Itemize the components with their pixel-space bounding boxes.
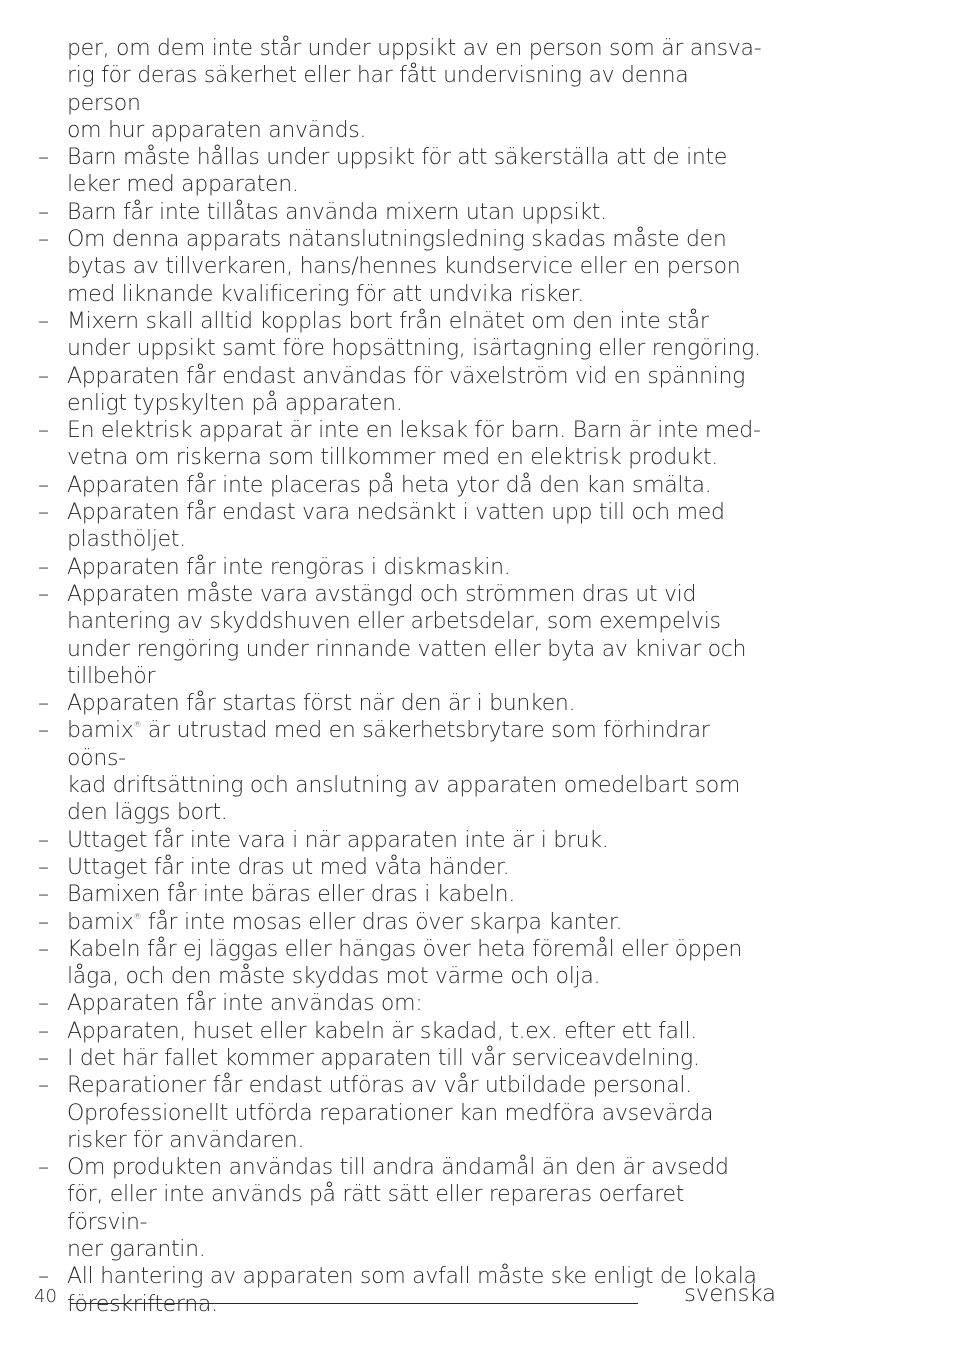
- list-item: [38, 1154, 768, 1263]
- dash-bullet: –: [38, 418, 49, 444]
- dash-bullet: –: [38, 145, 49, 171]
- dash-bullet: –: [38, 363, 49, 389]
- list-item: [38, 1045, 768, 1072]
- dash-bullet: –: [38, 991, 49, 1017]
- dash-bullet: –: [38, 1155, 49, 1181]
- continued-paragraph: per, om dem inte står under uppsikt av en person som är ansva- rig för deras säkerhet eller har fått undervisning av denna person om hur apparaten används.: [67, 36, 762, 143]
- dash-bullet: –: [38, 909, 49, 935]
- list-item: [38, 1018, 768, 1045]
- item-text: Apparaten får inte användas om:: [67, 991, 423, 1017]
- brand-name: bamix: [67, 718, 134, 744]
- footer-rule: [70, 1303, 638, 1304]
- item-body: är utrustad med en säkerhetsbrytare som förhindrar oöns- kad driftsättning och anslutning av apparaten omedelbart som den läggs bort.: [67, 718, 741, 826]
- dash-bullet: –: [38, 854, 49, 880]
- registered-mark: ®: [133, 911, 142, 921]
- dash-bullet: –: [38, 472, 49, 498]
- item-text: [67, 717, 768, 826]
- list-item: [38, 690, 768, 717]
- item-text: Bamixen får inte bäras eller dras i kabeln.: [67, 882, 516, 908]
- dash-bullet: –: [38, 827, 49, 853]
- item-text: I det här fallet kommer apparaten till vår serviceavdelning.: [67, 1045, 700, 1071]
- dash-bullet: –: [38, 308, 49, 334]
- item-text: All hantering av apparaten som avfall måste ske enligt de lokala föreskrifterna.: [67, 1264, 757, 1317]
- dash-bullet: –: [38, 581, 49, 607]
- item-text: Uttaget får inte vara i när apparaten inte är i bruk.: [67, 827, 609, 853]
- list-item: [38, 854, 768, 881]
- item-text: Kabeln får ej läggas eller hängas över heta föremål eller öppen låga, och den måste skyddas mot värme och olja.: [67, 936, 743, 990]
- item-text: En elektrisk apparat är inte en leksak för barn. Barn är inte med- vetna om riskerna som tillkommer med en elektrisk produkt.: [67, 418, 761, 471]
- list-item: [38, 881, 768, 908]
- item-text: Reparationer får endast utföras av vår utbildade personal. Oprofessionellt utförda reparationer kan medföra avsevärda risker för användaren.: [67, 1073, 714, 1153]
- list-item: [38, 554, 768, 581]
- brand-name: bamix: [67, 909, 134, 935]
- list-item: [38, 308, 768, 363]
- registered-mark: ®: [133, 720, 142, 730]
- dash-bullet: –: [38, 936, 49, 962]
- safety-instructions: [38, 35, 768, 1318]
- dash-bullet: –: [38, 1018, 49, 1044]
- page-number: 40: [34, 1286, 57, 1307]
- dash-bullet: –: [38, 199, 49, 225]
- item-text: Apparaten, huset eller kabeln är skadad, t.ex. efter ett fall.: [67, 1018, 698, 1044]
- list-item: [38, 199, 768, 226]
- list-item: [38, 499, 768, 554]
- list-item: [38, 909, 768, 936]
- list-item: [38, 144, 768, 199]
- list-item: [38, 472, 768, 499]
- dash-bullet: –: [38, 1045, 49, 1071]
- list-item: [38, 717, 768, 826]
- dash-bullet: –: [38, 1264, 49, 1290]
- dash-bullet: –: [38, 718, 49, 744]
- instruction-list: [38, 144, 768, 1318]
- item-text: Barn får inte tillåtas använda mixern utan uppsikt.: [67, 199, 607, 225]
- list-item: [38, 581, 768, 690]
- footer-language: svenska: [684, 1281, 776, 1307]
- item-body: får inte mosas eller dras över skarpa kanter.: [141, 909, 623, 935]
- item-text: Apparaten får endast vara nedsänkt i vatten upp till och med plasthöljet.: [67, 500, 725, 553]
- item-text: Uttaget får inte dras ut med våta händer.: [67, 854, 510, 880]
- item-text: [67, 909, 768, 936]
- list-item: [38, 936, 768, 991]
- item-text: Apparaten får startas först när den är i bunken.: [67, 691, 576, 717]
- list-item: [38, 990, 768, 1017]
- list-item: [38, 363, 768, 418]
- item-text: Apparaten får inte placeras på heta ytor då den kan smälta.: [67, 472, 712, 498]
- dash-bullet: –: [38, 500, 49, 526]
- list-item: [38, 827, 768, 854]
- dash-bullet: –: [38, 227, 49, 253]
- dash-bullet: –: [38, 882, 49, 908]
- item-text: Apparaten får inte rengöras i diskmaskin.: [67, 554, 511, 580]
- item-text: Apparaten får endast användas för växelström vid en spänning enligt typskylten på apparaten.: [67, 363, 746, 416]
- dash-bullet: –: [38, 554, 49, 580]
- item-text: Om produkten användas till andra ändamål än den är avsedd för, eller inte används på rätt sätt eller repareras oerfaret försvin- ner garantin.: [67, 1155, 729, 1263]
- list-item: [38, 417, 768, 472]
- dash-bullet: –: [38, 691, 49, 717]
- list-item: [38, 1072, 768, 1154]
- list-item: [38, 1263, 768, 1318]
- item-text: Apparaten måste vara avstängd och strömmen dras ut vid hantering av skyddshuven eller arbetsdelar, som exempelvis under rengöring under rinnande vatten eller byta av knivar och tillbehör: [67, 581, 747, 689]
- dash-bullet: –: [38, 1073, 49, 1099]
- item-text: Mixern skall alltid kopplas bort från elnätet om den inte står under uppsikt samt före hopsättning, isärtagning eller rengöring.: [67, 308, 761, 362]
- item-text: Barn måste hållas under uppsikt för att säkerställa att de inte leker med apparaten.: [67, 145, 728, 198]
- item-text: Om denna apparats nätanslutningsledning skadas måste den bytas av tillverkaren, hans/hennes kundservice eller en person med liknande kvalificering för att undvika risker.: [67, 227, 741, 307]
- list-item: [38, 226, 768, 308]
